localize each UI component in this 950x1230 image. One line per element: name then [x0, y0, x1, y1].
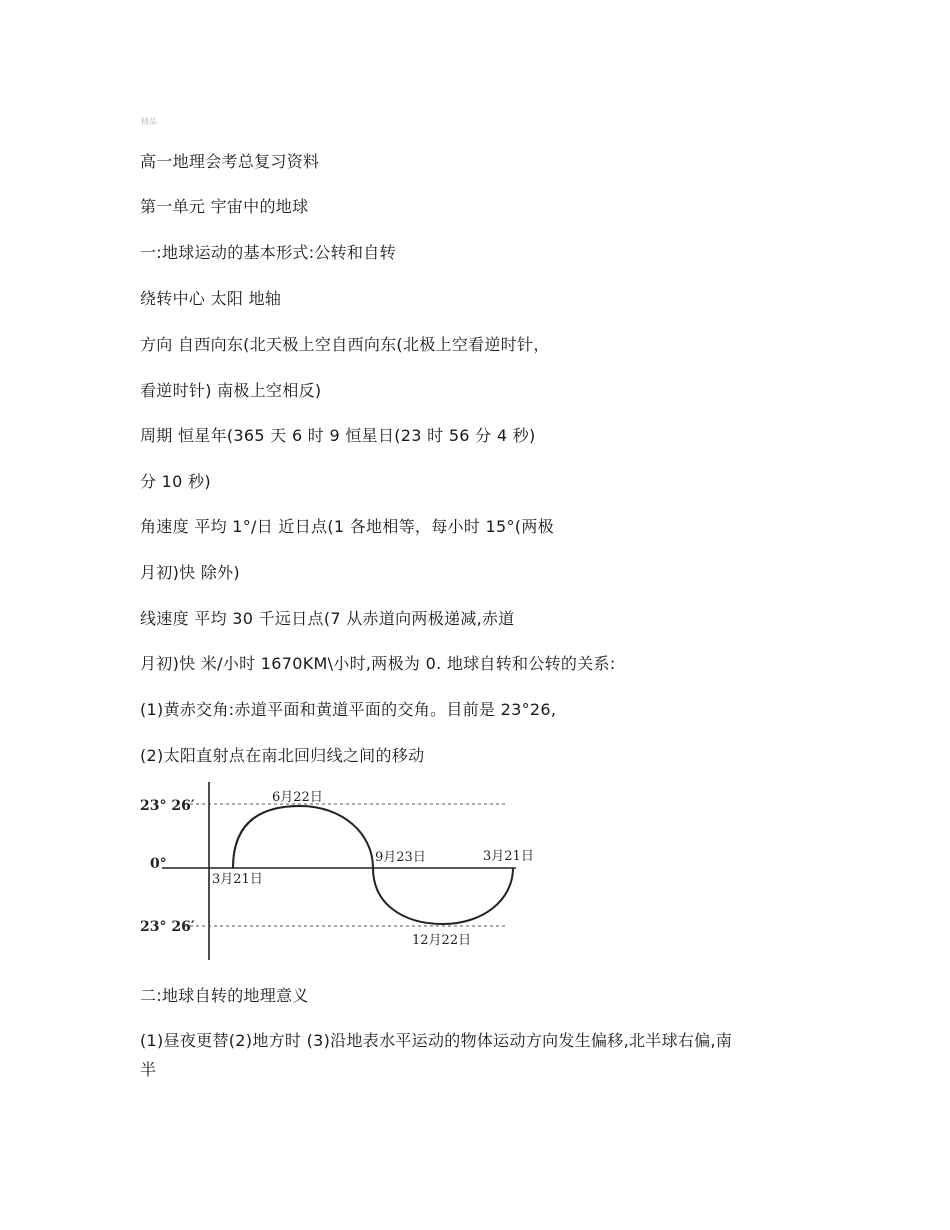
header-watermark: 精品: [141, 117, 157, 126]
subsolar-curve: [233, 806, 513, 924]
unit-heading: 第一单元 宇宙中的地球: [140, 197, 309, 216]
date-mar21-end-label: 3月21日: [483, 849, 534, 864]
subsolar-point-diagram: [138, 782, 558, 964]
text-line: 角速度 平均 1°/日 近日点(1 各地相等，每小时 15°(两极: [140, 517, 554, 536]
text-line: 分 10 秒): [140, 472, 211, 491]
lat-south-label: 23° 26′: [140, 919, 195, 935]
text-line: 月初)快 除外): [140, 563, 240, 582]
text-line: 周期 恒星年(365 天 6 时 9 恒星日(23 时 56 分 4 秒): [140, 426, 536, 445]
text-line: 半: [140, 1060, 157, 1079]
text-line: 月初)快 米/小时 1670KM\小时,两极为 0. 地球自转和公转的关系:: [140, 654, 616, 673]
text-line: (1)黄赤交角:赤道平面和黄道平面的交角。目前是 23°26,: [140, 700, 557, 719]
text-line: (2)太阳直射点在南北回归线之间的移动: [140, 746, 425, 765]
doc-title: 高一地理会考总复习资料: [140, 152, 320, 171]
lat-north-label: 23° 26′: [140, 798, 195, 814]
lat-zero-label: 0°: [150, 856, 167, 872]
section-heading-2: 二:地球自转的地理意义: [140, 986, 309, 1005]
section-heading-1: 一:地球运动的基本形式:公转和自转: [140, 243, 396, 262]
date-sep23-label: 9月23日: [375, 850, 426, 865]
date-jun22-label: 6月22日: [272, 790, 323, 805]
date-mar21-start-label: 3月21日: [212, 872, 263, 887]
text-line: (1)昼夜更替(2)地方时 (3)沿地表水平运动的物体运动方向发生偏移,北半球右偏,南: [140, 1031, 733, 1050]
text-line: 方向 自西向东(北天极上空自西向东(北极上空看逆时针，: [140, 335, 550, 354]
text-line: 绕转中心 太阳 地轴: [140, 289, 282, 308]
text-line: 看逆时针) 南极上空相反): [140, 381, 322, 400]
text-line: 线速度 平均 30 千远日点(7 从赤道向两极递减,赤道: [140, 609, 515, 628]
date-dec22-label: 12月22日: [412, 933, 472, 948]
